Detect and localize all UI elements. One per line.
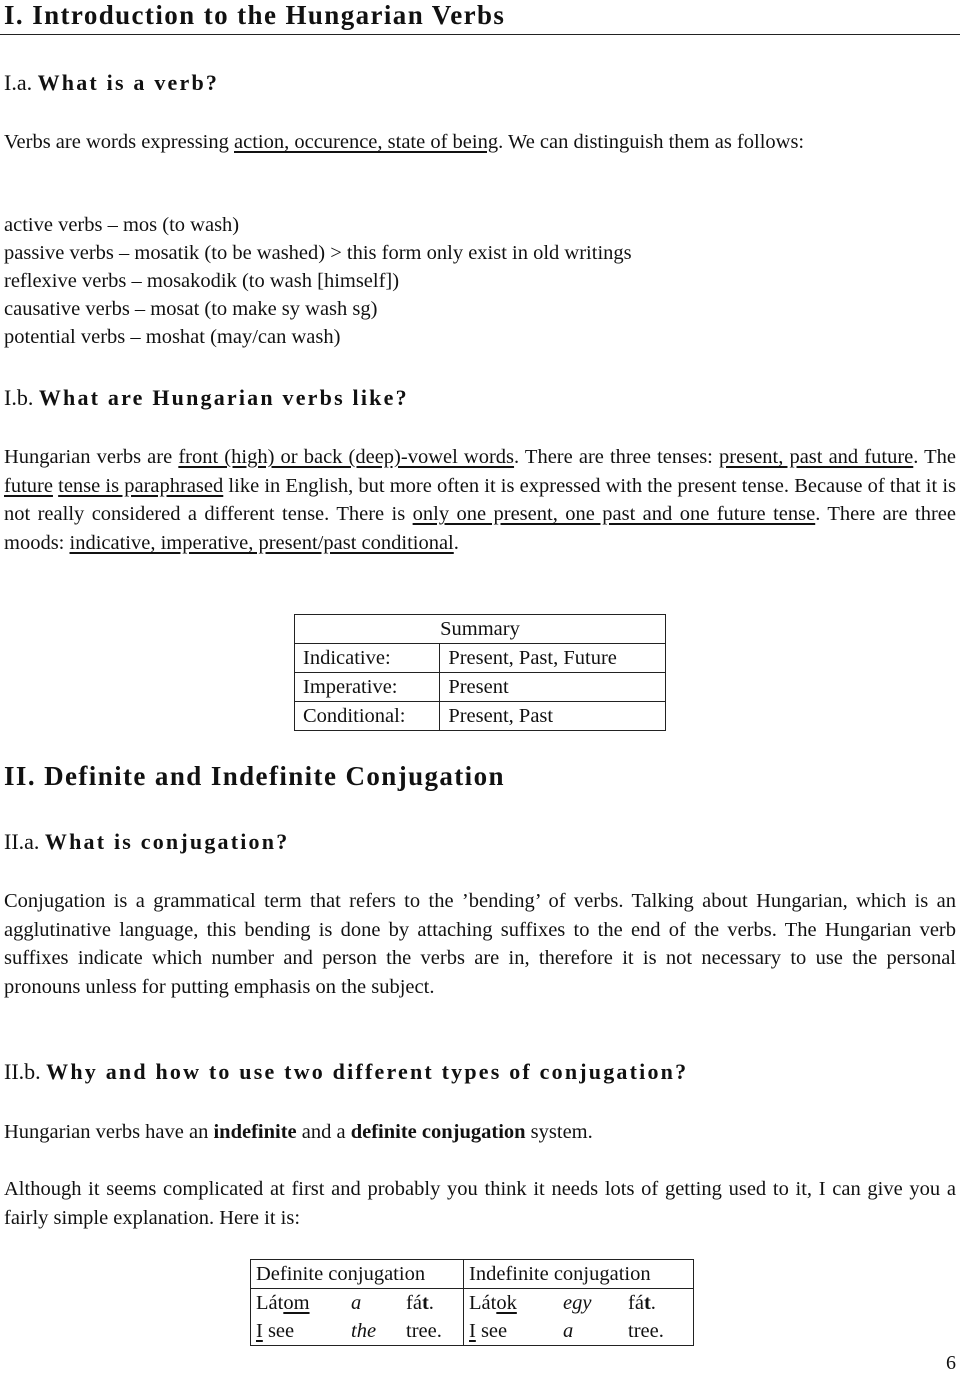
- subsection-title: What is a verb?: [37, 70, 220, 95]
- mood-label: Imperative:: [295, 673, 440, 702]
- subsection-number: II.b.: [4, 1059, 41, 1084]
- underlined-term: present, past and future: [719, 446, 914, 468]
- underlined-term: indicative, imperative, present/past conditional: [69, 532, 454, 555]
- definite-translation-noun: tree.: [401, 1317, 464, 1346]
- verb-type-item: potential verbs – moshat (may/can wash): [4, 326, 341, 348]
- indefinite-translation-verb: I see: [464, 1317, 559, 1346]
- conjugation-definition-paragraph: Conjugation is a grammatical term that refers to the ’bending’ of verbs. Talking about Hungarian, which is an agglutinative language, this bending is done by attaching suffixes to the end of the verbs. The Hungarian verb suffixes indicate which number and person the verbs are in, therefore it is not necessary to use the personal pronouns unless for putting emphasis on the subject.: [4, 890, 956, 999]
- underlined-term: front (high) or back (deep)-vowel words: [178, 446, 515, 468]
- indefinite-header: Indefinite conjugation: [464, 1260, 694, 1289]
- underlined-term: action, occurence, state of being: [234, 131, 499, 153]
- indefinite-translation-noun: tree.: [623, 1317, 694, 1346]
- mood-tenses: Present, Past: [440, 702, 666, 731]
- verb-type-item: passive verbs – mosatik (to be washed) > this form only exist in old writings: [4, 242, 632, 264]
- conjugation-comparison-table: [250, 1259, 694, 1346]
- subsection-2b-heading: [4, 1059, 688, 1085]
- subsection-title: What are Hungarian verbs like?: [38, 385, 409, 410]
- subsection-2a-heading: [4, 829, 289, 855]
- verb-type-item: reflexive verbs – mosakodik (to wash [himself]): [4, 270, 400, 292]
- summary-header: Summary: [295, 615, 666, 644]
- verb-type-item: active verbs – mos (to wash): [4, 214, 240, 236]
- subsection-title: What is conjugation?: [44, 829, 290, 854]
- hungarian-verbs-paragraph: Hungarian verbs are front (high) or back (deep)-vowel words. There are three tenses: present, past and future. The future tense is paraphrased like in English, but more often it is expressed with the present tense. Because of that it is not really considered a different tense. There is only one present, one past and one future tense. There are three moods: indicative, imperative, present/past conditional.: [4, 446, 957, 555]
- underlined-term: future: [4, 474, 53, 497]
- mood-tenses: Present: [440, 673, 666, 702]
- subsection-number: I.b.: [4, 385, 34, 410]
- verb-definition-paragraph: Verbs are words expressing action, occurence, state of being. We can distinguish them as follows:: [4, 131, 805, 153]
- subsection-1b-heading: [4, 385, 409, 411]
- subsection-title: Why and how to use two different types of conjugation?: [46, 1059, 689, 1084]
- explanation-paragraph: Although it seems complicated at first and probably you think it needs lots of getting used to it, I can give you a fairly simple explanation. Here it is:: [4, 1178, 956, 1229]
- definite-translation-article: the: [346, 1317, 401, 1346]
- verb-type-item: causative verbs – mosat (to make sy wash sg): [4, 298, 378, 320]
- mood-label: Indicative:: [295, 644, 440, 673]
- bold-term: definite conjugation: [350, 1121, 526, 1143]
- section-1-title: I. Introduction to the Hungarian Verbs: [4, 0, 506, 30]
- conjugation-types-paragraph: Hungarian verbs have an indefinite and a definite conjugation system.: [4, 1121, 593, 1143]
- underlined-term: only one present, one past and one future tense: [412, 503, 816, 526]
- definite-translation-verb: I see: [251, 1317, 347, 1346]
- definite-article: a: [351, 1292, 362, 1314]
- page-number: 6: [946, 1352, 956, 1374]
- indefinite-translation-article: a: [558, 1317, 623, 1346]
- mood-label: Conditional:: [295, 702, 440, 731]
- subsection-number: II.a.: [4, 829, 40, 854]
- definite-header: Definite conjugation: [251, 1260, 464, 1289]
- bold-term: indefinite: [213, 1121, 297, 1143]
- summary-table: [294, 614, 666, 731]
- definite-verb: Látom: [251, 1289, 347, 1318]
- section-2-title: II. Definite and Indefinite Conjugation: [4, 761, 505, 791]
- mood-tenses: Present, Past, Future: [440, 644, 666, 673]
- subsection-number: I.a.: [4, 70, 33, 95]
- subsection-1a-heading: [4, 70, 219, 96]
- underlined-term: tense is paraphrased: [58, 474, 224, 497]
- indefinite-noun: fát.: [623, 1289, 694, 1318]
- indefinite-article: egy: [563, 1292, 592, 1314]
- indefinite-verb: Látok: [464, 1289, 559, 1318]
- title-rule: [0, 34, 960, 35]
- definite-noun: fát.: [406, 1292, 434, 1314]
